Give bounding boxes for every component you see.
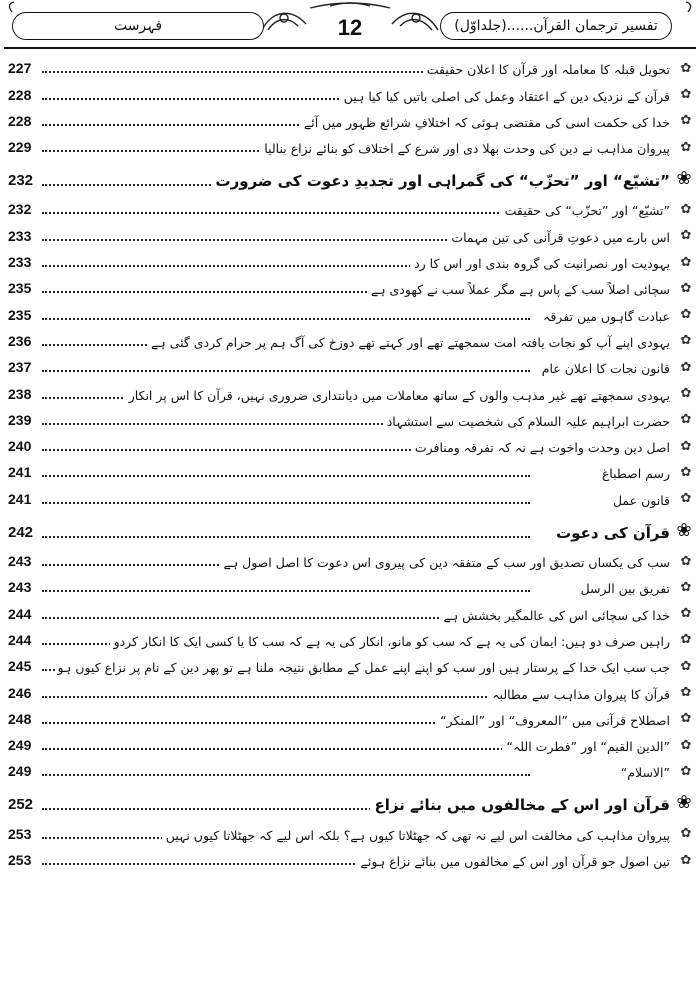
- flower-bullet-icon: ✿: [680, 280, 692, 296]
- flower-bullet-icon: ✿: [680, 139, 692, 155]
- flower-bullet-icon: ✿: [680, 491, 692, 507]
- toc-page-number: 237: [8, 359, 32, 376]
- flower-bullet-icon: ✿: [680, 579, 692, 595]
- toc-title: تحویل قبلہ کا معاملہ اور قرآن کا اعلانِ حقیقت: [423, 62, 670, 77]
- toc-title: اصل دین وحدت واخوت ہے نہ کہ تفرقہ ومنافرت: [411, 440, 670, 455]
- toc-title: ”تشیّع“ اور ”تحزّب“ کی حقیقت: [501, 203, 670, 218]
- flower-bullet-icon: ✿: [680, 307, 692, 323]
- toc-entry[interactable]: [0, 547, 700, 573]
- book-title-box: [440, 12, 672, 40]
- section-title: فہرست: [113, 18, 163, 34]
- leader-dots: [42, 774, 530, 776]
- toc-entry[interactable]: [0, 678, 700, 704]
- toc-entry[interactable]: [0, 406, 700, 432]
- toc-title: یہودی اپنے آپ کو نجات یافتہ امت سمجھتے تھے اور کہتے تھے دوزخ کی آگ ہم پر حرام کردی گئی ہے: [147, 335, 670, 350]
- flower-bullet-icon: ✿: [680, 386, 692, 402]
- toc-title: قرآن کے نزدیک دین کے اعتقاد وعمل کی اصلی باتیں کیا کیا ہیں: [340, 89, 670, 104]
- toc-page-number: 228: [8, 112, 32, 129]
- leader-dots: [42, 502, 530, 504]
- toc-page-number: 241: [8, 490, 32, 507]
- toc-page-number: 253: [8, 852, 32, 869]
- toc-entry[interactable]: [0, 107, 700, 133]
- toc-page-number: 249: [8, 763, 32, 780]
- leader-dots: [42, 370, 530, 372]
- flower-ornament-icon: ❀: [676, 168, 692, 190]
- leader-dots: [42, 536, 530, 538]
- flower-bullet-icon: ✿: [680, 254, 692, 270]
- toc-page-number: 233: [8, 254, 32, 271]
- toc-entry[interactable]: [0, 846, 700, 872]
- toc-page-number: 244: [8, 605, 32, 622]
- leader-dots: [42, 212, 530, 214]
- flower-bullet-icon: ✿: [680, 60, 692, 76]
- toc-title: پیروانِ مذاہب نے دین کی وحدت بھلا دی اور شرع کے اختلاف کو بنائے نزاع بنالیا: [260, 141, 670, 156]
- toc-title: راہیں صرف دو ہیں: ایمان کی یہ ہے کہ سب کو مانو، انکار کی یہ ہے کہ سب کا یا کسی ایک کا انکار کردو: [110, 634, 670, 649]
- toc-entry[interactable]: [0, 274, 700, 300]
- toc-title: حضرت ابراہیم علیہ السلام کی شخصیت سے استشہاد: [383, 414, 670, 429]
- toc-page-number: 243: [8, 579, 32, 596]
- toc-entry[interactable]: [0, 327, 700, 353]
- toc-page-number: 240: [8, 438, 32, 455]
- toc-entry[interactable]: [0, 731, 700, 757]
- flower-bullet-icon: ✿: [680, 685, 692, 701]
- flower-bullet-icon: ✿: [680, 711, 692, 727]
- toc-title: تین اصول جو قرآن اور اس کے مخالفوں میں بنائے نزاع ہوئے: [357, 854, 670, 869]
- flower-bullet-icon: ✿: [680, 201, 692, 217]
- toc-page-number: 235: [8, 280, 32, 297]
- toc-page-number: 253: [8, 825, 32, 842]
- toc-title: سب کی یکساں تصدیق اور سب کے متفقہ دین کی پیروی اس دعوت کا اصل اصول ہے: [220, 555, 670, 570]
- toc-page-number: 228: [8, 86, 32, 103]
- toc-title: سچائی اصلاً سب کے پاس ہے مگر عملاً سب نے کھودی ہے: [367, 282, 670, 297]
- flower-ornament-icon: ❀: [676, 792, 692, 814]
- toc-page-number: 236: [8, 332, 32, 349]
- toc-section-heading[interactable]: [0, 515, 700, 545]
- flower-bullet-icon: ✿: [680, 412, 692, 428]
- toc-title: اصطلاحِ قرآنی میں ”المعروف“ اور ”المنکر“: [436, 713, 670, 728]
- toc-page-number: 232: [8, 172, 34, 190]
- leader-dots: [42, 748, 530, 750]
- toc-entry[interactable]: [0, 54, 700, 80]
- toc-entry[interactable]: [0, 80, 700, 106]
- toc-page-number: 229: [8, 139, 32, 156]
- section-title-box: [12, 12, 264, 40]
- flower-bullet-icon: ✿: [680, 737, 692, 753]
- toc-title: پیروانِ مذاہب کی مخالفت اس لیے نہ تھی کہ جھٹلاتا کیوں ہے؟ بلکہ اس لیے کہ جھٹلاتا کیوں نہیں: [162, 828, 670, 843]
- toc-title: خدا کی حکمت اسی کی مقتضی ہوئی کہ اختلافِ شرائع ظہور میں آئے: [300, 115, 670, 130]
- toc-page-number: 233: [8, 227, 32, 244]
- toc-page-number: 242: [8, 523, 34, 541]
- toc-page-number: 239: [8, 411, 32, 428]
- toc-title: رسمِ اصطباغ: [598, 466, 670, 481]
- toc-page-number: 248: [8, 710, 32, 727]
- toc-entry[interactable]: [0, 353, 700, 379]
- toc-page-number: 249: [8, 737, 32, 754]
- toc-entry[interactable]: [0, 599, 700, 625]
- flower-bullet-icon: ✿: [680, 826, 692, 842]
- toc-title: تفریق بین الرسل: [577, 581, 670, 596]
- toc-entry[interactable]: [0, 652, 700, 678]
- toc-entry[interactable]: [0, 626, 700, 652]
- toc-title: جب سب ایک خدا کے پرستار ہیں اور سب کو اپنے اپنے عمل کے مطابق نتیجہ ملنا ہے تو پھر دین کے نام پر نزاع کیوں ہو: [57, 660, 670, 676]
- flower-bullet-icon: ✿: [680, 658, 692, 674]
- toc-list: [0, 54, 700, 872]
- flower-bullet-icon: ✿: [680, 553, 692, 569]
- toc-title: خدا کی سچائی اس کی عالمگیر بخشش ہے: [440, 608, 670, 623]
- flower-bullet-icon: ✿: [680, 228, 692, 244]
- flower-bullet-icon: ✿: [680, 438, 692, 454]
- leader-dots: [42, 590, 530, 592]
- toc-page-number: 245: [8, 658, 32, 675]
- toc-entry[interactable]: [0, 248, 700, 274]
- leader-dots: [42, 318, 530, 320]
- toc-page-number: 232: [8, 201, 32, 218]
- flower-bullet-icon: ✿: [680, 763, 692, 779]
- leader-dots: [42, 475, 530, 477]
- page-number: 12: [310, 10, 390, 46]
- toc-title: عبادت گاہوں میں تفرقہ: [539, 309, 670, 324]
- toc-section-heading[interactable]: [0, 163, 700, 193]
- toc-page-number: 243: [8, 553, 32, 570]
- toc-title: قرآن کی دعوت: [552, 524, 670, 542]
- toc-page-number: 235: [8, 306, 32, 323]
- toc-title: ”تشیّع“ اور ”تحزّب“ کی گمراہی اور تجدیدِ دعوت کی ضرورت: [212, 172, 670, 190]
- toc-title: قانونِ عمل: [609, 493, 670, 508]
- toc-entry[interactable]: [0, 484, 700, 510]
- toc-page-number: 227: [8, 60, 32, 77]
- flower-bullet-icon: ✿: [680, 359, 692, 375]
- flower-bullet-icon: ✿: [680, 333, 692, 349]
- toc-entry[interactable]: [0, 300, 700, 326]
- toc-entry[interactable]: [0, 221, 700, 247]
- flower-bullet-icon: ✿: [680, 606, 692, 622]
- toc-page-number: 252: [8, 796, 34, 814]
- toc-entry[interactable]: [0, 379, 700, 405]
- toc-title: قرآن اور اس کے مخالفوں میں بنائے نزاع: [370, 796, 670, 814]
- toc-entry[interactable]: [0, 819, 700, 845]
- toc-entry[interactable]: [0, 133, 700, 159]
- toc-title: ”الدین القیم“ اور ”فطرت اللہ“: [502, 739, 670, 754]
- toc-title: یہودیت اور نصرانیت کی گروہ بندی اور اس کا رد: [410, 256, 670, 271]
- flower-bullet-icon: ✿: [680, 87, 692, 103]
- flower-bullet-icon: ✿: [680, 113, 692, 129]
- toc-title: ”الاسلام“: [617, 765, 670, 780]
- toc-title: اس بارے میں دعوتِ قرآنی کی تین مہمات: [447, 230, 670, 245]
- toc-page-number: 241: [8, 464, 32, 481]
- leader-dots: [42, 696, 530, 698]
- flower-bullet-icon: ✿: [680, 464, 692, 480]
- toc-entry[interactable]: [0, 195, 700, 221]
- toc-entry[interactable]: [0, 432, 700, 458]
- toc-page-number: 246: [8, 684, 32, 701]
- flower-bullet-icon: ✿: [680, 852, 692, 868]
- toc-title: قانونِ نجات کا اعلانِ عام: [538, 361, 670, 376]
- flower-bullet-icon: ✿: [680, 632, 692, 648]
- page-header: [0, 0, 700, 52]
- toc-section-heading[interactable]: [0, 787, 700, 817]
- toc-entry[interactable]: [0, 573, 700, 599]
- toc-entry[interactable]: [0, 705, 700, 731]
- toc-title: قرآن کا پیروانِ مذاہب سے مطالبہ: [488, 687, 670, 702]
- toc-entry[interactable]: [0, 458, 700, 484]
- toc-title: یہودی سمجھتے تھے غیر مذہب والوں کے ساتھ معاملات میں دیانتداری ضروری نہیں، قرآن کا اس پر انکار: [125, 388, 670, 403]
- flower-ornament-icon: ❀: [676, 519, 692, 541]
- toc-entry[interactable]: [0, 757, 700, 783]
- toc-page-number: 244: [8, 631, 32, 648]
- book-title: تفسیر ترجمان القرآن......(جلداوّل): [454, 18, 658, 34]
- toc-page-number: 238: [8, 385, 32, 402]
